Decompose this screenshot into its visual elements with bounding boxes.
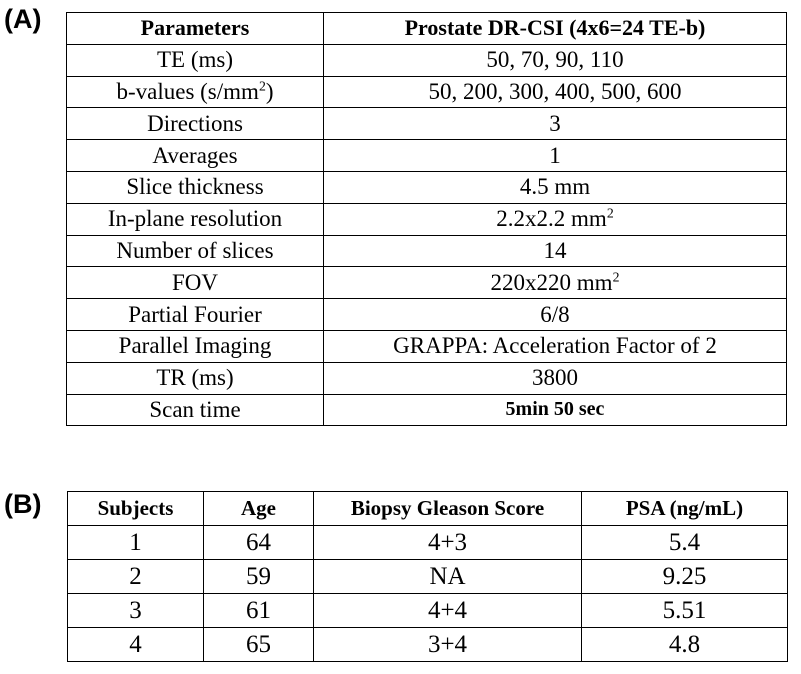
table-row xyxy=(67,235,787,267)
cell-age: 64 xyxy=(204,526,314,560)
panel-b-label: (B) xyxy=(4,489,42,519)
param-in-plane-resolution: In-plane resolution xyxy=(67,203,324,235)
param-scan-time: Scan time xyxy=(67,394,324,426)
param-fov: FOV xyxy=(67,267,324,299)
value-parallel-imaging: GRAPPA: Acceleration Factor of 2 xyxy=(324,330,787,362)
cell-psa: 5.4 xyxy=(582,526,788,560)
header-protocol: Prostate DR-CSI (4x6=24 TE-b) xyxy=(324,13,787,45)
cell-psa: 9.25 xyxy=(582,560,788,594)
value-partial-fourier: 6/8 xyxy=(324,299,787,331)
value-fov: 220x220 $mm^2$ xyxy=(324,267,787,299)
header-parameters: Parameters xyxy=(67,13,324,45)
value-scan-time: 5min 50 sec xyxy=(324,394,787,426)
param-number-of-slices: Number of slices xyxy=(67,235,324,267)
value-number-of-slices: 14 xyxy=(324,235,787,267)
table-row xyxy=(67,362,787,394)
cell-age: 61 xyxy=(204,594,314,628)
subjects-table xyxy=(67,491,788,662)
cell-gleason: 4+4 xyxy=(314,594,582,628)
table-row xyxy=(67,330,787,362)
cell-age: 59 xyxy=(204,560,314,594)
cell-gleason: 4+3 xyxy=(314,526,582,560)
cell-psa: 5.51 xyxy=(582,594,788,628)
cell-subject: 4 xyxy=(68,628,204,662)
header-gleason-score: Biopsy Gleason Score xyxy=(314,492,582,526)
cell-subject: 2 xyxy=(68,560,204,594)
param-directions: Directions xyxy=(67,108,324,140)
param-averages: Averages xyxy=(67,140,324,172)
param-partial-fourier: Partial Fourier xyxy=(67,299,324,331)
mri-parameters-table xyxy=(66,12,787,426)
value-tr: 3800 xyxy=(324,362,787,394)
value-te: 50, 70, 90, 110 xyxy=(324,44,787,76)
table-row xyxy=(68,526,788,560)
table-row xyxy=(67,140,787,172)
header-subjects: Subjects xyxy=(68,492,204,526)
cell-subject: 3 xyxy=(68,594,204,628)
table-row xyxy=(67,44,787,76)
table-row xyxy=(67,203,787,235)
panel-a-label: (A) xyxy=(4,4,42,34)
param-parallel-imaging: Parallel Imaging xyxy=(67,330,324,362)
param-b-values: b-values $(s/mm^2)$ xyxy=(67,76,324,108)
value-slice-thickness: 4.5 mm xyxy=(324,171,787,203)
param-tr: TR (ms) xyxy=(67,362,324,394)
table-header-row xyxy=(68,492,788,526)
header-age: Age xyxy=(204,492,314,526)
table-row xyxy=(67,171,787,203)
cell-gleason: NA xyxy=(314,560,582,594)
table-row xyxy=(68,628,788,662)
table-row xyxy=(67,299,787,331)
cell-gleason: 3+4 xyxy=(314,628,582,662)
cell-age: 65 xyxy=(204,628,314,662)
value-averages: 1 xyxy=(324,140,787,172)
table-row xyxy=(68,594,788,628)
table-row xyxy=(67,267,787,299)
value-in-plane-resolution: 2.2x2.2 $mm^2$ xyxy=(324,203,787,235)
cell-subject: 1 xyxy=(68,526,204,560)
table-row xyxy=(67,76,787,108)
param-te: TE (ms) xyxy=(67,44,324,76)
value-directions: 3 xyxy=(324,108,787,140)
param-slice-thickness: Slice thickness xyxy=(67,171,324,203)
table-header-row xyxy=(67,13,787,45)
table-row xyxy=(67,108,787,140)
cell-psa: 4.8 xyxy=(582,628,788,662)
value-b-values: 50, 200, 300, 400, 500, 600 xyxy=(324,76,787,108)
table-row xyxy=(67,394,787,426)
table-row xyxy=(68,560,788,594)
header-psa: PSA (ng/mL) xyxy=(582,492,788,526)
